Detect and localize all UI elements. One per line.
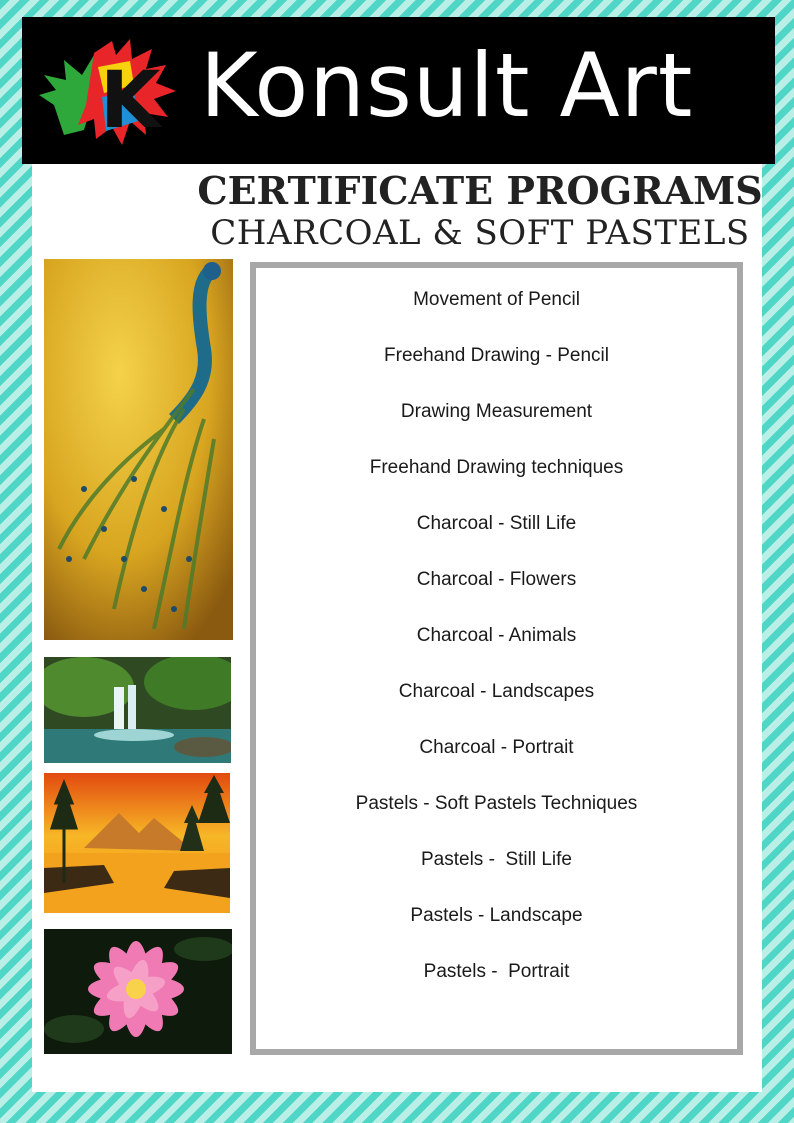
course-item: Drawing Measurement [400,401,593,422]
course-item: Freehand Drawing - Pencil [384,345,609,366]
course-item: Charcoal - Portrait [419,737,574,758]
page-subtitle: CHARCOAL & SOFT PASTELS [210,213,750,253]
peacock-painting-icon [44,259,233,640]
waterfall-painting-icon [44,657,231,763]
sunset-lake-painting-icon [44,773,230,913]
course-item: Charcoal - Flowers [416,569,577,590]
course-item: Pastels - Portrait [423,961,570,982]
course-item: Pastels - Still Life [421,849,572,870]
course-item: Charcoal - Still Life [416,513,577,534]
course-item: Charcoal - Landscapes [398,681,595,702]
brand-name: Konsult Art [200,34,694,137]
course-item: Pastels - Soft Pastels Techniques [355,793,638,814]
page-title: CERTIFICATE PROGRAMS [197,168,763,213]
course-item: Movement of Pencil [413,289,580,310]
course-list [250,262,743,1055]
course-item: Pastels - Landscape [410,905,583,926]
course-item: Charcoal - Animals [416,625,577,646]
pink-dahlia-painting-icon [44,929,232,1054]
course-item: Freehand Drawing techniques [369,457,624,478]
konsult-logo-icon [34,35,184,153]
brand-header [22,17,775,164]
logo-letter: K [100,56,161,146]
